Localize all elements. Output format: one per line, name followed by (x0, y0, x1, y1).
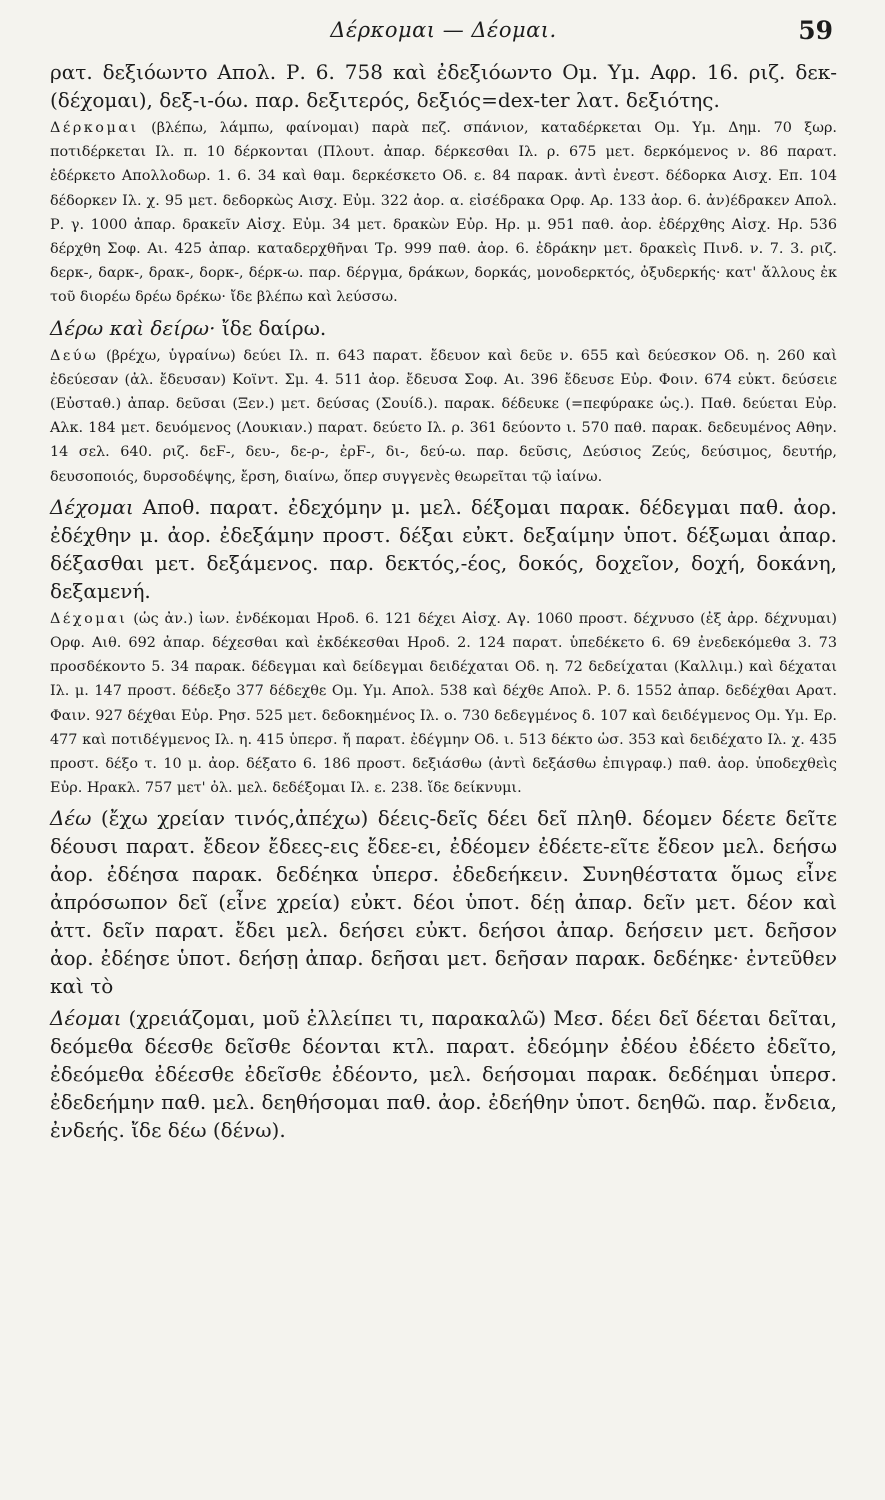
entry-text: (βρέχω, ὑγραίνω) δεύει Ιλ. π. 643 παρατ. ἔδευον καὶ δεῦε ν. 655 καὶ δεύεσκον Οδ. η. 260 καὶ ἐδεύεσαν (ἀλ. ἔδευσαν) Κοϊντ. Σμ. 4. 511 ἀορ. ἔδευσα Σοφ. Αι. 396 ἔδευσε Εὐρ. Φοιν. 674 εὐκτ. δεύσειε (Εὐσταθ.) ἀπαρ. δεῦσαι (Ξεν.) μετ. δεύσας (Σουίδ.). παρακ. δέδευκε (=πεφύρακε ὡς.). Παθ. δεύεται Εὐρ. Αλκ. 184 μετ. δευόμενος (Λουκιαν.) παρατ. δεύετο Ιλ. ρ. 361 δεύοντο ι. 570 παθ. παρακ. δεδευμένος Αθην. 14 σελ. 640. ριζ. δεϜ-, δευ-, δε-ρ-, ἐρϜ-, δι-, δεύ-ω. παρ. δεῦσις, Δεύσιος Ζεύς, δεύσιμος, δευτήρ, δευσοποιός, δυρσοδέψης, ἔρση, διαίνω, ὅπερ συγγενὲς θεωρεῖται τῷ ἰαίνω. (50, 347, 837, 485)
entry-text: Αποθ. παρατ. ἐδεχόμην μ. μελ. δέξομαι παρακ. δέδεγμαι παθ. ἀορ. ἐδέχθην μ. ἀορ. ἐδεξάμην προστ. δέξαι εὐκτ. δεξαίμην ὑποτ. δέξωμαι ἀπαρ. δέξασθαι μετ. δεξάμενος. παρ. δεκτός,-έος, δοκός, δοχεῖον, δοχή, δοκάνη, δεξαμενή. (50, 494, 837, 603)
entry-continuation (50, 58, 837, 114)
entries (50, 58, 837, 1144)
entry-deomai (50, 1004, 837, 1144)
entry-text: (βλέπω, λάμπω, φαίνομαι) παρὰ πεζ. σπάνιον, καταδέρκεται Ομ. Υμ. Δημ. 70 ξωρ. ποτιδέρκεται Ιλ. π. 10 δέρκονται (Πλουτ. ἀπαρ. δέρκεσθαι Ιλ. ρ. 675 μετ. δερκόμενος ν. 86 παρατ. ἐδέρκετο Απολλοδωρ. 1. 6. 34 καὶ θαμ. δερκέσκετο Οδ. ε. 84 παρακ. ἀντὶ ἐνεστ. δέδορκα Αισχ. Επ. 104 δέδορκεν Ιλ. χ. 95 μετ. δεδορκὼς Αισχ. Εὐμ. 322 ἀορ. α. εἰσέδρακα Ορφ. Αρ. 133 ἀορ. 6. ἀν)έδρακεν Απολ. Ρ. γ. 1000 ἀπαρ. δρακεῖν Αἰσχ. Εὐμ. 34 μετ. δρακὼν Εὐρ. Ηρ. μ. 951 παθ. ἀορ. ἐδέρχθης Αἰσχ. Ηρ. 536 δέρχθη Σοφ. Αι. 425 ἀπαρ. καταδερχθῆναι Τρ. 999 παθ. ἀορ. 6. ἐδράκην μετ. δρακεὶς Πινδ. ν. 7. 3. ριζ. δερκ-, δαρκ-, δρακ-, δορκ-, δέρκ-ω. παρ. δέργμα, δράκων, δορκάς, μονοδερκτός, ὀξυδερκής· κατ' ἄλλους ἐκ τοῦ διορέω δρέω δρέκω· ἴδε βλέπω καὶ λεύσσω. (50, 120, 837, 306)
entry-headword: Δέχομαι (50, 610, 128, 627)
entry-text: (ἔχω χρείαν τινός,ἀπέχω) δέεις-δεῖς δέει δεῖ πληθ. δέομεν δέετε δεῖτε δέουσι παρατ. ἔδεον ἔδεες-εις ἔδεε-ει, ἐδέομεν ἐδέετε-εῖτε ἔδεον μελ. δεήσω ἀορ. ἐδέησα παρακ. δεδέηκα ὑπερσ. ἐδεδεήκειν. Συνηθέστατα ὅμως εἶνε ἀπρόσωπον δεῖ (εἶνε χρεία) εὐκτ. δέοι ὑποτ. δέῃ ἀπαρ. δεῖν μετ. δέον καὶ ἀττ. δεῖν παρατ. ἔδει μελ. δεήσει εὐκτ. δεήσοι ἀπαρ. δεήσειν μετ. δεῆσον ἀορ. ἐδέησε ὑποτ. δεήσῃ ἀπαρ. δεῆσαι μετ. δεῆσαν παρακ. δεδέηκε· ἐντεῦθεν καὶ τὸ (50, 806, 837, 999)
entry-deuo (50, 344, 837, 489)
entry-headword: Δέρω καὶ δείρω· (50, 315, 216, 340)
page-number: 59 (798, 16, 833, 45)
entry-headword: Δεύω (50, 347, 99, 364)
entry-text: (ὡς ἀν.) ἰων. ἐνδέκομαι Ηροδ. 6. 121 δέχει Αἰσχ. Αγ. 1060 προστ. δέχνυσο (ἐξ ἀρρ. δέχνυμαι) Ορφ. Αιθ. 692 ἀπαρ. δέχεσθαι καὶ ἐκδέκεσθαι Ηροδ. 2. 124 παρατ. ὑπεδέκετο 6. 69 ἐνεδεκόμεθα 3. 73 προσδέκοντο 5. 34 παρακ. δέδεγμαι καὶ δείδεγμαι δειδέχαται Οδ. η. 72 δεδείχαται (Καλλιμ.) καὶ δέχαται Ιλ. μ. 147 προστ. δέδεξο 377 δέδεχθε Ομ. Υμ. Απολ. 538 καὶ δέχθε Απολ. Ρ. δ. 1552 ἀπαρ. δεδέχθαι Αρατ. Φαιν. 927 δέχθαι Εὐρ. Ρησ. 525 μετ. δεδοκημένος Ιλ. ο. 730 δεδεγμένος δ. 107 καὶ δειδέγμενος Ομ. Υμ. Ερ. 477 καὶ ποτιδέγμενος Ιλ. η. 415 ὑπερσ. ἤ παρατ. ἐδέγμην Οδ. ι. 513 δέκτο ὡσ. 353 καὶ δειδέχατο Ιλ. χ. 435 προστ. δέξο τ. 10 μ. ἀορ. δέξατο 6. 186 προστ. δεξιάσθω (ἀντὶ δεξάσθω ἐπιγραφ.) παθ. ἀορ. ὑποδεχθεὶς Εὐρ. Ηρακλ. 757 μετ' ὀλ. μελ. δεδέξομαι Ιλ. ε. 238. ἴδε δείκνυμι. (50, 610, 837, 797)
entry-deo (50, 804, 837, 1000)
entry-headword: Δέω (50, 806, 92, 831)
running-title: Δέρκομαι — Δέομαι. (330, 18, 557, 42)
entry-text: (χρειάζομαι, μοῦ ἐλλείπει τι, παρακαλῶ) Μεσ. δέει δεῖ δέεται δεῖται, δεόμεθα δέεσθε δεῖσθε δέονται κτλ. παρατ. ἐδεόμην ἐδέου ἐδέετο ἐδεῖτο, ἐδεόμεθα ἐδέεσθε ἐδεῖσθε ἐδέοντο, μελ. δεήσομαι παρακ. δεδέημαι ὑπερσ. ἐδεδεήμην παθ. μελ. δεηθήσομαι παθ. ἀορ. ἐδεήθην ὑποτ. δεηθῶ. παρ. ἔνδεια, ἐνδεής. ἴδε δέω (δένω). (50, 1006, 837, 1143)
entry-derkomai-detail (50, 116, 837, 310)
page-header (50, 0, 837, 58)
entry-text: ἴδε δαίρω. (215, 315, 327, 340)
entry-dero (50, 314, 837, 342)
entry-dechomai-detail (50, 607, 837, 801)
entry-headword: Δέομαι (50, 1006, 122, 1031)
entry-dechomai (50, 493, 837, 605)
entry-headword: Δέχομαι (50, 494, 134, 519)
entry-text: ρατ. δεξιόωντο Απολ. Ρ. 6. 758 καὶ ἐδεξιόωντο Ομ. Υμ. Αφρ. 16. ριζ. δεκ- (δέχομαι), δεξ-ι-όω. παρ. δεξιτερός, δεξιός=dex-ter λατ. δεξιότης. (50, 60, 837, 112)
entry-headword: Δέρκομαι (50, 120, 139, 136)
